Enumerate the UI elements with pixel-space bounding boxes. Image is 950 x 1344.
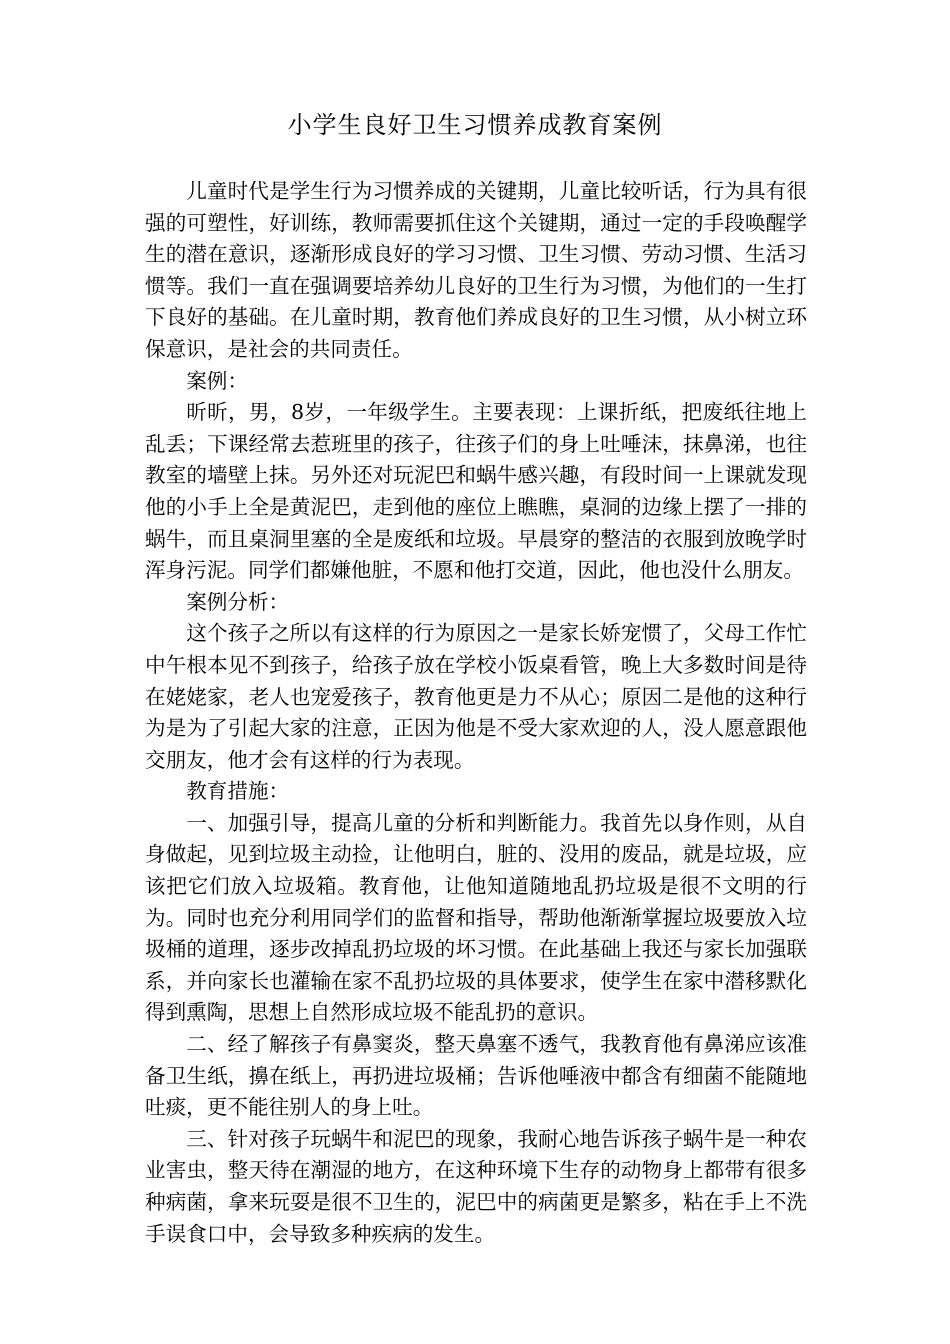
paragraph-measure-3: 三、针对孩子玩蜗牛和泥巴的现象，我耐心地告诉孩子蜗牛是一种农业害虫，整天待在潮湿的地方，在这种环境下生存的动物身上都带有很多种病菌，拿来玩耍是很不卫生的，泥巴中的病菌更是繁多，粘在手上不洗手误食口中，会导致多种疾病的发生。 bbox=[145, 1126, 807, 1246]
document-title: 小学生良好卫生习惯养成教育案例 bbox=[287, 111, 663, 139]
paragraph-case: 昕昕，男，8岁，一年级学生。主要表现：上课折纸，把废纸往地上乱丢；下课经常去惹班里的孩子，往孩子们的身上吐唾沫，抹鼻涕，也往教室的墙壁上抹。另外还对玩泥巴和蜗牛感兴趣，有段时间一上课就发现他的小手上全是黄泥巴，走到他的座位上瞧瞧，桌洞的边缘上摆了一排的蜗牛，而且桌洞里塞的全是废纸和垃圾。早晨穿的整洁的衣服到放晚学时浑身污泥。同学们都嫌他脏，不愿和他打交道，因此，他也没什么朋友。 bbox=[145, 400, 807, 583]
paragraph-intro: 儿童时代是学生行为习惯养成的关键期，儿童比较听话，行为具有很强的可塑性，好训练，教师需要抓住这个关键期，通过一定的手段唤醒学生的潜在意识，逐渐形成良好的学习习惯、卫生习惯、劳动习惯、生活习惯等。我们一直在强调要培养幼儿良好的卫生行为习惯，为他们的一生打下良好的基础。在儿童时期，教育他们养成良好的卫生习惯，从小树立环保意识，是社会的共同责任。 bbox=[145, 179, 807, 361]
paragraph-measure-1: 一、加强引导，提高儿童的分析和判断能力。我首先以身作则，从自身做起，见到垃圾主动捡，让他明白，脏的、没用的废品，就是垃圾，应该把它们放入垃圾箱。教育他，让他知道随地乱扔垃圾是很不文明的行为。同时也充分利用同学们的监督和指导，帮助他渐渐掌握垃圾要放入垃圾桶的道理，逐步改掉乱扔垃圾的坏习惯。在此基础上我还与家长加强联系，并向家长也灌输在家不乱扔垃圾的具体要求，使学生在家中潜移默化得到熏陶，思想上自然形成垃圾不能乱扔的意识。 bbox=[145, 810, 807, 1025]
paragraph-case-analysis: 这个孩子之所以有这样的行为原因之一是家长娇宠惯了，父母工作忙中午根本见不到孩子，给孩子放在学校小饭桌看管，晚上大多数时间是待在姥姥家，老人也宠爱孩子，教育他更是力不从心；原因二是他的这种行为是为了引起大家的注意，正因为他是不受大家欢迎的人，没人愿意跟他交朋友，他才会有这样的行为表现。 bbox=[145, 621, 807, 772]
heading-education-measures: 教育措施： bbox=[186, 779, 290, 804]
heading-case: 案例： bbox=[186, 368, 248, 393]
paragraph-measure-2: 二、经了解孩子有鼻窦炎，整天鼻塞不透气，我教育他有鼻涕应该准备卫生纸，擤在纸上，再扔进垃圾桶；告诉他唾液中都含有细菌不能随地吐痰，更不能往别人的身上吐。 bbox=[145, 1032, 807, 1120]
heading-case-analysis: 案例分析： bbox=[186, 589, 290, 614]
document-body bbox=[145, 176, 807, 1250]
